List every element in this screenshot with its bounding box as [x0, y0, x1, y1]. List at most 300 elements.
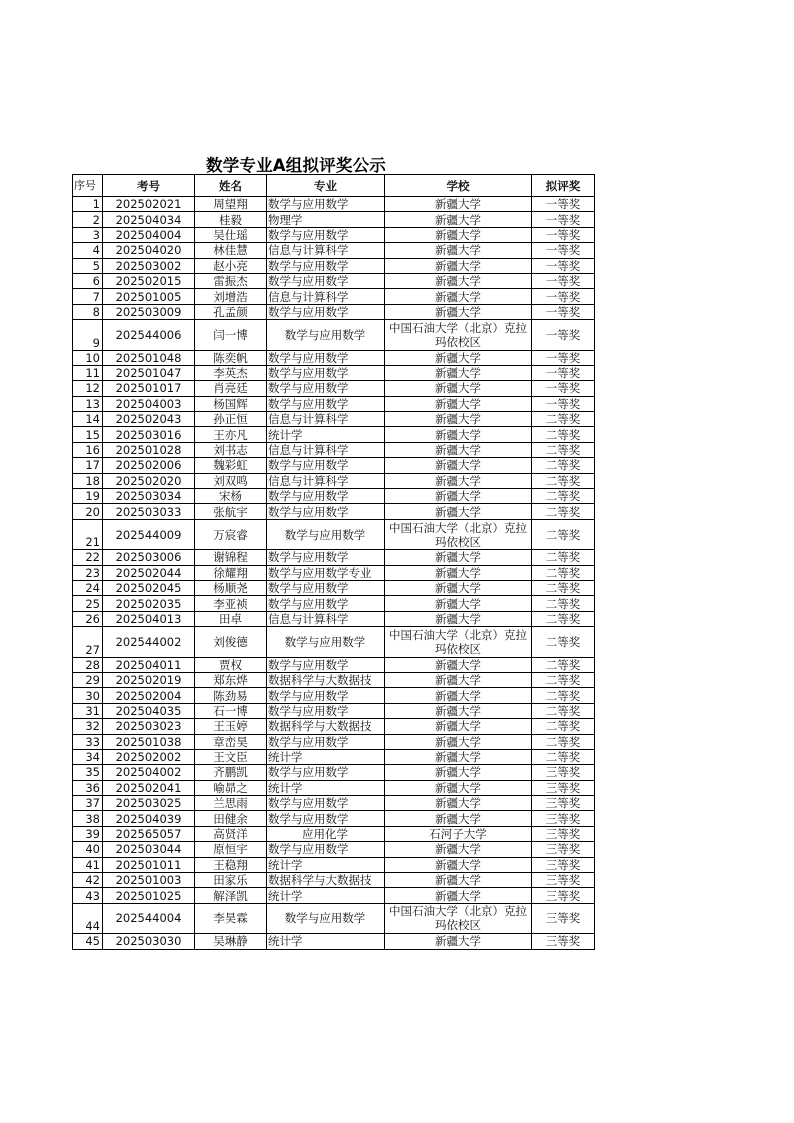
cell-row-index: 34 [73, 749, 103, 764]
cell-school: 新疆大学 [385, 504, 532, 519]
cell-award: 二等奖 [532, 580, 595, 595]
table-row [73, 672, 595, 687]
cell-school: 中国石油大学（北京）克拉玛依校区 [385, 320, 532, 350]
cell-exam-number: 202502021 [103, 197, 195, 212]
cell-award: 一等奖 [532, 212, 595, 227]
table-row [73, 320, 595, 350]
cell-major: 统计学 [267, 780, 385, 795]
cell-student-name: 魏彩虹 [195, 458, 267, 473]
table-row [73, 304, 595, 319]
header-exam-number: 考号 [103, 175, 195, 197]
cell-major: 数学与应用数学 [267, 688, 385, 703]
cell-student-name: 田家乐 [195, 873, 267, 888]
header-index: 序号 [73, 175, 103, 197]
cell-exam-number: 202503030 [103, 934, 195, 949]
cell-award: 一等奖 [532, 381, 595, 396]
cell-exam-number: 202501017 [103, 381, 195, 396]
cell-award: 二等奖 [532, 565, 595, 580]
cell-row-index: 15 [73, 427, 103, 442]
cell-exam-number: 202503006 [103, 550, 195, 565]
cell-student-name: 王亦凡 [195, 427, 267, 442]
cell-school: 新疆大学 [385, 873, 532, 888]
cell-school: 新疆大学 [385, 427, 532, 442]
cell-row-index: 43 [73, 888, 103, 903]
cell-major: 统计学 [267, 888, 385, 903]
cell-award: 二等奖 [532, 550, 595, 565]
cell-row-index: 19 [73, 489, 103, 504]
cell-student-name: 兰思雨 [195, 796, 267, 811]
cell-major: 数学与应用数学 [267, 489, 385, 504]
cell-exam-number: 202504020 [103, 243, 195, 258]
cell-exam-number: 202502045 [103, 580, 195, 595]
cell-exam-number: 202503009 [103, 304, 195, 319]
cell-school: 新疆大学 [385, 273, 532, 288]
table-row [73, 734, 595, 749]
cell-student-name: 杨顺尧 [195, 580, 267, 595]
cell-row-index: 37 [73, 796, 103, 811]
cell-award: 二等奖 [532, 672, 595, 687]
cell-row-index: 2 [73, 212, 103, 227]
cell-school: 新疆大学 [385, 657, 532, 672]
cell-exam-number: 202544006 [103, 320, 195, 350]
cell-student-name: 肖亮廷 [195, 381, 267, 396]
cell-student-name: 宋杨 [195, 489, 267, 504]
cell-award: 二等奖 [532, 611, 595, 626]
cell-student-name: 贾权 [195, 657, 267, 672]
cell-exam-number: 202503025 [103, 796, 195, 811]
cell-exam-number: 202502044 [103, 565, 195, 580]
cell-major: 数学与应用数学 [267, 657, 385, 672]
cell-major: 数学与应用数学 [267, 504, 385, 519]
cell-award: 三等奖 [532, 826, 595, 841]
table-row [73, 289, 595, 304]
cell-row-index: 4 [73, 243, 103, 258]
cell-exam-number: 202502035 [103, 596, 195, 611]
cell-major: 数学与应用数学 [267, 227, 385, 242]
table-row [73, 197, 595, 212]
cell-major: 数学与应用数学 [267, 458, 385, 473]
cell-student-name: 解泽凯 [195, 888, 267, 903]
cell-award: 二等奖 [532, 427, 595, 442]
cell-exam-number: 202504004 [103, 227, 195, 242]
cell-student-name: 石一博 [195, 703, 267, 718]
cell-major: 数学与应用数学 [267, 350, 385, 365]
cell-student-name: 徐耀翔 [195, 565, 267, 580]
cell-student-name: 原恒宇 [195, 842, 267, 857]
cell-school: 中国石油大学（北京）克拉玛依校区 [385, 627, 532, 657]
cell-school: 新疆大学 [385, 442, 532, 457]
cell-row-index: 21 [73, 519, 103, 549]
cell-row-index: 45 [73, 934, 103, 949]
cell-award: 二等奖 [532, 627, 595, 657]
cell-row-index: 6 [73, 273, 103, 288]
table-body [73, 197, 595, 950]
table-row [73, 842, 595, 857]
cell-major: 数据科学与大数据技 [267, 672, 385, 687]
cell-exam-number: 202504003 [103, 396, 195, 411]
cell-exam-number: 202544004 [103, 903, 195, 933]
cell-award: 三等奖 [532, 780, 595, 795]
cell-major: 数据科学与大数据技 [267, 873, 385, 888]
cell-row-index: 28 [73, 657, 103, 672]
cell-student-name: 张航宇 [195, 504, 267, 519]
cell-major: 数学与应用数学 [267, 796, 385, 811]
cell-school: 新疆大学 [385, 565, 532, 580]
cell-row-index: 16 [73, 442, 103, 457]
cell-school: 石河子大学 [385, 826, 532, 841]
cell-student-name: 孔孟颜 [195, 304, 267, 319]
cell-major: 数学与应用数学 [267, 365, 385, 380]
cell-school: 新疆大学 [385, 688, 532, 703]
cell-award: 二等奖 [532, 719, 595, 734]
cell-school: 新疆大学 [385, 611, 532, 626]
cell-award: 二等奖 [532, 519, 595, 549]
cell-student-name: 田卓 [195, 611, 267, 626]
table-row [73, 565, 595, 580]
cell-school: 新疆大学 [385, 381, 532, 396]
cell-award: 二等奖 [532, 504, 595, 519]
table-row [73, 427, 595, 442]
cell-major: 数学与应用数学 [267, 627, 385, 657]
cell-row-index: 42 [73, 873, 103, 888]
cell-major: 数学与应用数学 [267, 596, 385, 611]
cell-school: 新疆大学 [385, 412, 532, 427]
cell-school: 中国石油大学（北京）克拉玛依校区 [385, 903, 532, 933]
cell-school: 新疆大学 [385, 289, 532, 304]
cell-row-index: 44 [73, 903, 103, 933]
cell-award: 一等奖 [532, 350, 595, 365]
cell-row-index: 38 [73, 811, 103, 826]
cell-school: 新疆大学 [385, 765, 532, 780]
table-row [73, 365, 595, 380]
cell-student-name: 章峦昊 [195, 734, 267, 749]
cell-student-name: 李亚祯 [195, 596, 267, 611]
cell-row-index: 18 [73, 473, 103, 488]
cell-major: 应用化学 [267, 826, 385, 841]
cell-row-index: 35 [73, 765, 103, 780]
cell-major: 统计学 [267, 857, 385, 872]
cell-row-index: 5 [73, 258, 103, 273]
cell-student-name: 李昊霖 [195, 903, 267, 933]
cell-major: 数学与应用数学 [267, 273, 385, 288]
cell-award: 三等奖 [532, 934, 595, 949]
cell-student-name: 林佳慧 [195, 243, 267, 258]
cell-major: 数据科学与大数据技 [267, 719, 385, 734]
cell-student-name: 陈奕帆 [195, 350, 267, 365]
cell-school: 新疆大学 [385, 842, 532, 857]
cell-exam-number: 202502004 [103, 688, 195, 703]
cell-row-index: 3 [73, 227, 103, 242]
page-title: 数学专业A组拟评奖公示 [206, 156, 386, 175]
table-row [73, 596, 595, 611]
cell-school: 新疆大学 [385, 350, 532, 365]
cell-exam-number: 202544009 [103, 519, 195, 549]
cell-row-index: 8 [73, 304, 103, 319]
cell-school: 新疆大学 [385, 489, 532, 504]
table-row [73, 719, 595, 734]
cell-row-index: 25 [73, 596, 103, 611]
cell-student-name: 周望翔 [195, 197, 267, 212]
cell-exam-number: 202501011 [103, 857, 195, 872]
table-row [73, 212, 595, 227]
cell-award: 二等奖 [532, 442, 595, 457]
cell-student-name: 陈劲易 [195, 688, 267, 703]
cell-award: 二等奖 [532, 473, 595, 488]
table-row [73, 611, 595, 626]
cell-exam-number: 202504034 [103, 212, 195, 227]
cell-row-index: 36 [73, 780, 103, 795]
cell-exam-number: 202501047 [103, 365, 195, 380]
cell-row-index: 24 [73, 580, 103, 595]
table-row [73, 811, 595, 826]
award-table [72, 174, 595, 950]
table-row [73, 657, 595, 672]
cell-school: 新疆大学 [385, 243, 532, 258]
cell-award: 二等奖 [532, 734, 595, 749]
table-row [73, 381, 595, 396]
cell-school: 新疆大学 [385, 811, 532, 826]
cell-student-name: 齐鹏凯 [195, 765, 267, 780]
cell-student-name: 田健余 [195, 811, 267, 826]
table-row [73, 934, 595, 949]
cell-row-index: 39 [73, 826, 103, 841]
cell-school: 新疆大学 [385, 719, 532, 734]
table-row [73, 396, 595, 411]
cell-award: 二等奖 [532, 596, 595, 611]
table-row [73, 888, 595, 903]
cell-student-name: 吴琳静 [195, 934, 267, 949]
cell-student-name: 孙正恒 [195, 412, 267, 427]
cell-major: 数学与应用数学 [267, 734, 385, 749]
cell-student-name: 喻昴之 [195, 780, 267, 795]
cell-award: 一等奖 [532, 273, 595, 288]
cell-award: 二等奖 [532, 458, 595, 473]
cell-student-name: 万宸睿 [195, 519, 267, 549]
cell-row-index: 12 [73, 381, 103, 396]
cell-row-index: 17 [73, 458, 103, 473]
cell-row-index: 23 [73, 565, 103, 580]
cell-student-name: 谢锦程 [195, 550, 267, 565]
cell-school: 新疆大学 [385, 365, 532, 380]
cell-school: 新疆大学 [385, 396, 532, 411]
table-row [73, 519, 595, 549]
cell-major: 信息与计算科学 [267, 611, 385, 626]
cell-row-index: 22 [73, 550, 103, 565]
cell-student-name: 刘双鸣 [195, 473, 267, 488]
cell-major: 数学与应用数学 [267, 258, 385, 273]
cell-student-name: 郑东烨 [195, 672, 267, 687]
table-row [73, 580, 595, 595]
cell-row-index: 1 [73, 197, 103, 212]
cell-exam-number: 202503034 [103, 489, 195, 504]
table-row [73, 412, 595, 427]
header-award: 拟评奖 [532, 175, 595, 197]
cell-exam-number: 202544002 [103, 627, 195, 657]
table-row [73, 765, 595, 780]
cell-row-index: 14 [73, 412, 103, 427]
cell-exam-number: 202503033 [103, 504, 195, 519]
cell-row-index: 31 [73, 703, 103, 718]
cell-exam-number: 202504002 [103, 765, 195, 780]
cell-major: 数学与应用数学 [267, 197, 385, 212]
table-row [73, 442, 595, 457]
cell-exam-number: 202504011 [103, 657, 195, 672]
cell-school: 新疆大学 [385, 672, 532, 687]
table-row [73, 780, 595, 795]
table-row [73, 227, 595, 242]
cell-row-index: 32 [73, 719, 103, 734]
table-row [73, 703, 595, 718]
header-name: 姓名 [195, 175, 267, 197]
cell-student-name: 王文臣 [195, 749, 267, 764]
cell-exam-number: 202503023 [103, 719, 195, 734]
cell-major: 数学与应用数学 [267, 903, 385, 933]
cell-major: 数学与应用数学 [267, 811, 385, 826]
cell-exam-number: 202503016 [103, 427, 195, 442]
table-header-row [73, 175, 595, 197]
header-school: 学校 [385, 175, 532, 197]
cell-major: 数学与应用数学 [267, 396, 385, 411]
cell-major: 信息与计算科学 [267, 473, 385, 488]
cell-student-name: 高贤洋 [195, 826, 267, 841]
table-row [73, 749, 595, 764]
cell-award: 一等奖 [532, 258, 595, 273]
cell-exam-number: 202502041 [103, 780, 195, 795]
cell-school: 新疆大学 [385, 888, 532, 903]
cell-school: 新疆大学 [385, 796, 532, 811]
cell-award: 二等奖 [532, 703, 595, 718]
cell-major: 数学与应用数学 [267, 519, 385, 549]
cell-major: 数学与应用数学 [267, 703, 385, 718]
cell-row-index: 13 [73, 396, 103, 411]
table-row [73, 504, 595, 519]
cell-award: 二等奖 [532, 749, 595, 764]
cell-school: 新疆大学 [385, 934, 532, 949]
table-row [73, 458, 595, 473]
cell-exam-number: 202501048 [103, 350, 195, 365]
cell-school: 新疆大学 [385, 212, 532, 227]
cell-school: 新疆大学 [385, 734, 532, 749]
cell-student-name: 吴仕瑶 [195, 227, 267, 242]
cell-exam-number: 202501005 [103, 289, 195, 304]
cell-major: 数学与应用数学 [267, 765, 385, 780]
cell-award: 三等奖 [532, 811, 595, 826]
cell-award: 三等奖 [532, 873, 595, 888]
cell-major: 物理学 [267, 212, 385, 227]
cell-row-index: 11 [73, 365, 103, 380]
table-row [73, 258, 595, 273]
cell-exam-number: 202502015 [103, 273, 195, 288]
cell-school: 新疆大学 [385, 780, 532, 795]
cell-major: 数学与应用数学 [267, 304, 385, 319]
cell-student-name: 刘增浩 [195, 289, 267, 304]
table-row [73, 688, 595, 703]
table-row [73, 627, 595, 657]
cell-exam-number: 202502002 [103, 749, 195, 764]
cell-award: 三等奖 [532, 857, 595, 872]
cell-row-index: 9 [73, 320, 103, 350]
cell-row-index: 29 [73, 672, 103, 687]
cell-school: 新疆大学 [385, 550, 532, 565]
cell-award: 三等奖 [532, 903, 595, 933]
cell-major: 信息与计算科学 [267, 412, 385, 427]
cell-award: 一等奖 [532, 289, 595, 304]
table-row [73, 243, 595, 258]
cell-major: 数学与应用数学专业 [267, 565, 385, 580]
cell-major: 数学与应用数学 [267, 550, 385, 565]
table-row [73, 826, 595, 841]
cell-exam-number: 202502019 [103, 672, 195, 687]
cell-award: 一等奖 [532, 396, 595, 411]
cell-exam-number: 202504035 [103, 703, 195, 718]
table-row [73, 857, 595, 872]
cell-school: 新疆大学 [385, 596, 532, 611]
cell-award: 三等奖 [532, 796, 595, 811]
table-row [73, 273, 595, 288]
cell-award: 三等奖 [532, 842, 595, 857]
cell-student-name: 李英杰 [195, 365, 267, 380]
cell-award: 一等奖 [532, 320, 595, 350]
table-row [73, 903, 595, 933]
cell-major: 数学与应用数学 [267, 320, 385, 350]
cell-major: 数学与应用数学 [267, 381, 385, 396]
cell-exam-number: 202501038 [103, 734, 195, 749]
cell-award: 三等奖 [532, 765, 595, 780]
cell-award: 一等奖 [532, 304, 595, 319]
cell-school: 新疆大学 [385, 749, 532, 764]
cell-student-name: 赵小亮 [195, 258, 267, 273]
cell-student-name: 闫一博 [195, 320, 267, 350]
cell-exam-number: 202503044 [103, 842, 195, 857]
cell-student-name: 刘书志 [195, 442, 267, 457]
cell-exam-number: 202504039 [103, 811, 195, 826]
cell-school: 新疆大学 [385, 227, 532, 242]
cell-award: 三等奖 [532, 888, 595, 903]
cell-row-index: 41 [73, 857, 103, 872]
cell-student-name: 雷振杰 [195, 273, 267, 288]
cell-award: 二等奖 [532, 489, 595, 504]
cell-exam-number: 202501003 [103, 873, 195, 888]
cell-award: 一等奖 [532, 365, 595, 380]
cell-exam-number: 202504013 [103, 611, 195, 626]
cell-student-name: 桂毅 [195, 212, 267, 227]
cell-major: 统计学 [267, 427, 385, 442]
cell-row-index: 30 [73, 688, 103, 703]
cell-major: 统计学 [267, 749, 385, 764]
cell-row-index: 20 [73, 504, 103, 519]
cell-exam-number: 202565057 [103, 826, 195, 841]
table-row [73, 473, 595, 488]
cell-school: 中国石油大学（北京）克拉玛依校区 [385, 519, 532, 549]
cell-exam-number: 202502043 [103, 412, 195, 427]
cell-major: 数学与应用数学 [267, 580, 385, 595]
cell-award: 二等奖 [532, 688, 595, 703]
cell-award: 一等奖 [532, 197, 595, 212]
cell-exam-number: 202502020 [103, 473, 195, 488]
cell-row-index: 10 [73, 350, 103, 365]
cell-school: 新疆大学 [385, 304, 532, 319]
cell-major: 数学与应用数学 [267, 842, 385, 857]
cell-student-name: 王玉婷 [195, 719, 267, 734]
table-row [73, 873, 595, 888]
header-major: 专业 [267, 175, 385, 197]
cell-exam-number: 202502006 [103, 458, 195, 473]
table-row [73, 350, 595, 365]
cell-award: 二等奖 [532, 657, 595, 672]
cell-row-index: 33 [73, 734, 103, 749]
cell-student-name: 杨国辉 [195, 396, 267, 411]
cell-school: 新疆大学 [385, 197, 532, 212]
